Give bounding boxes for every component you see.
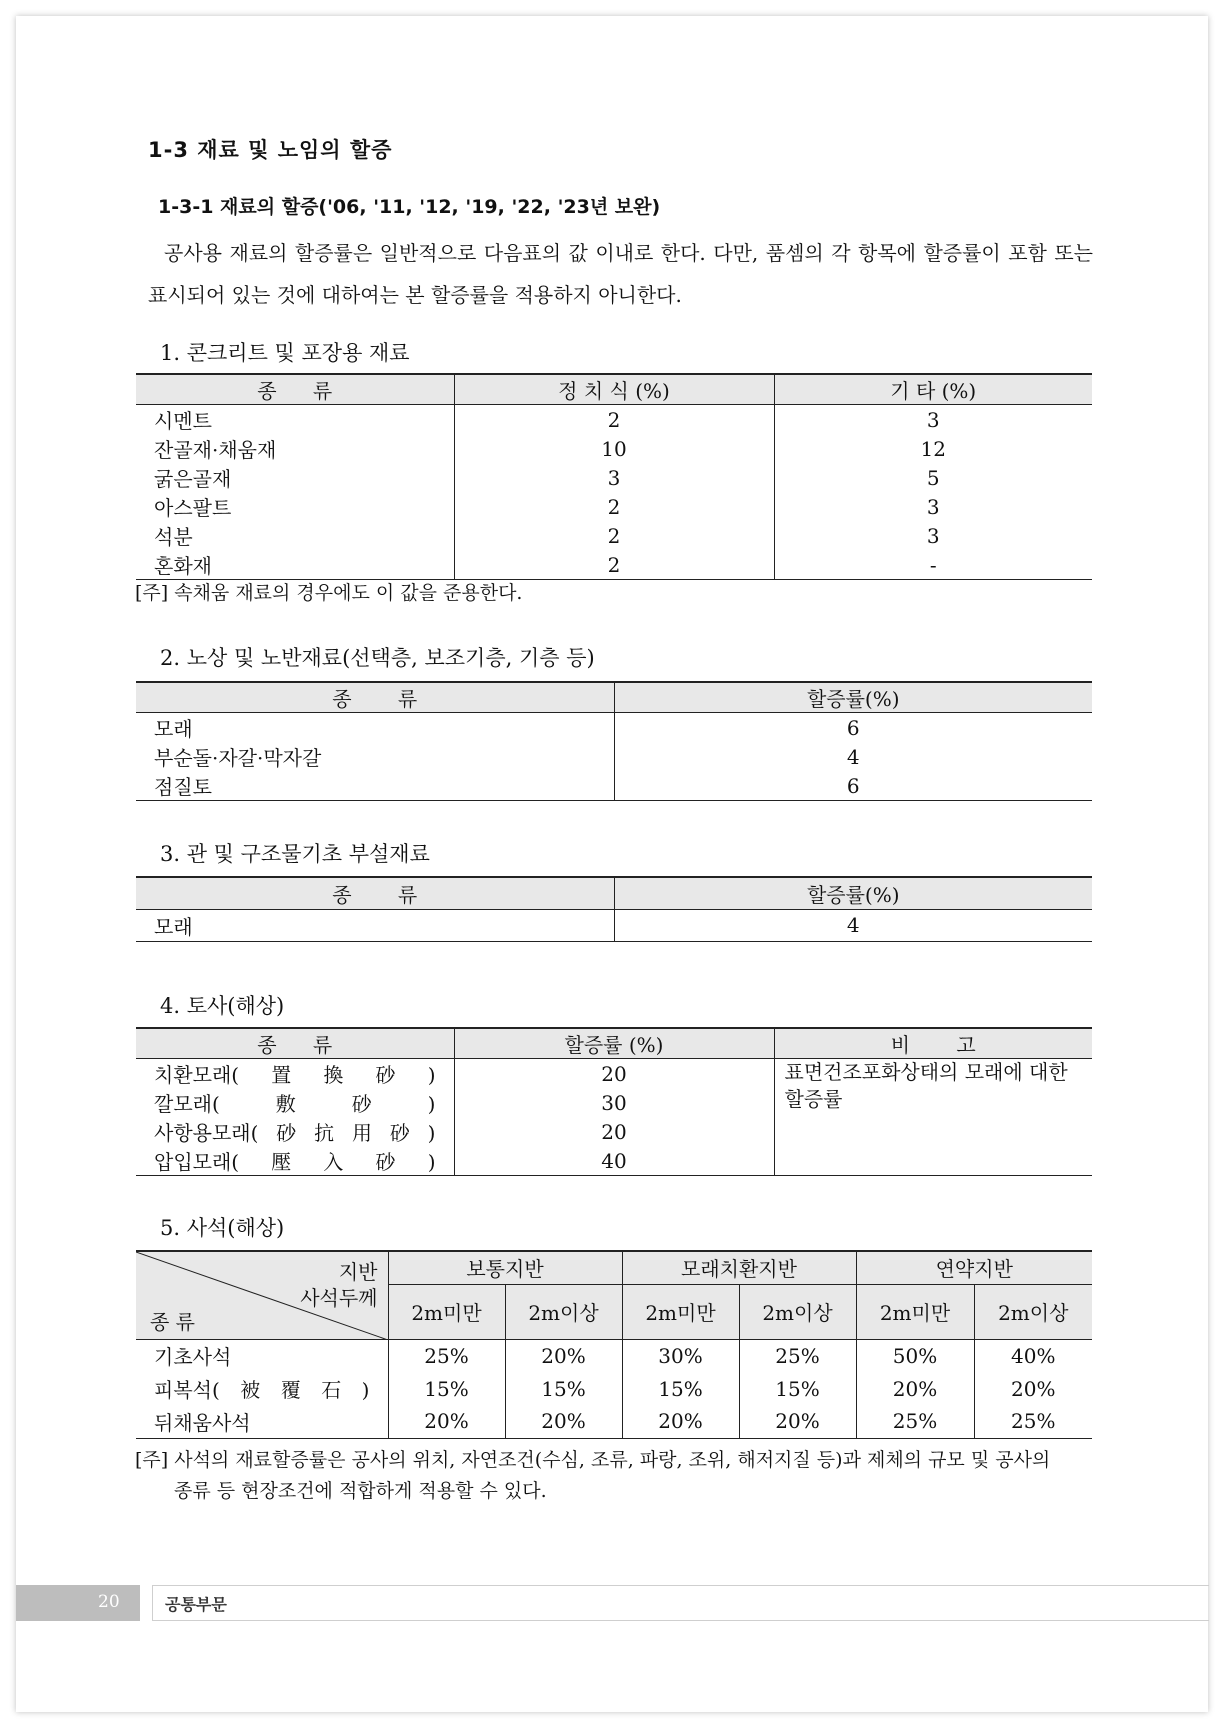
- header-kind: 종 류: [136, 374, 454, 405]
- row-label: 사항용모래(砂抗用砂): [136, 1117, 454, 1146]
- cell-value: 25%: [1011, 1409, 1056, 1434]
- header-rate: 할증률(%): [614, 877, 1092, 909]
- cell-value: 6: [846, 715, 860, 740]
- cell-value: 25%: [856, 1405, 974, 1438]
- cell-value: 15%: [388, 1372, 505, 1405]
- cell-value: 20%: [1011, 1376, 1056, 1401]
- cell-value: 2: [454, 521, 774, 550]
- section-heading: 1-3 재료 및 노임의 할증: [148, 138, 393, 162]
- cell-value: 20%: [505, 1405, 622, 1438]
- row-label: 석분: [136, 521, 454, 550]
- row-label: 깔모래(敷砂): [136, 1088, 454, 1117]
- row-label: 뒤채움사석: [136, 1405, 388, 1438]
- sub-header: 2m이상: [739, 1284, 856, 1339]
- cell-value: 30%: [622, 1339, 739, 1372]
- cell-value: 2: [454, 550, 774, 580]
- cell-value: 25%: [739, 1339, 856, 1372]
- cell-value: 50%: [856, 1339, 974, 1372]
- cell-value: -: [929, 552, 937, 577]
- cell-value: 4: [846, 913, 860, 937]
- sub-header: 2m이상: [505, 1284, 622, 1339]
- corner-ground-label: 지반: [338, 1260, 378, 1284]
- row-label: 기초사석: [136, 1339, 388, 1372]
- corner-kind-label: 종 류: [150, 1309, 195, 1334]
- header-kind: 종 류: [136, 1028, 454, 1059]
- row-label: 부순돌·자갈·막자갈: [136, 742, 614, 771]
- cell-value: 30: [454, 1088, 774, 1117]
- cell-value: 12: [920, 436, 946, 461]
- cell-value: 20: [454, 1117, 774, 1146]
- cell-value: 2: [454, 405, 774, 435]
- table3-title: 3. 관 및 구조물기초 부설재료: [160, 842, 430, 866]
- row-label: 모래: [136, 909, 614, 941]
- table5-note-line1: [주] 사석의 재료할증률은 공사의 위치, 자연조건(수심, 조류, 파랑, 조위, 해저지질 등)과 제체의 규모 및 공사의: [135, 1449, 1051, 1471]
- cell-value: 15%: [505, 1372, 622, 1405]
- header-kind: 종 류: [136, 877, 614, 909]
- row-label: 치환모래(置換砂): [136, 1059, 454, 1089]
- table4-title: 4. 토사(해상): [160, 994, 285, 1018]
- remark-cell: 표면건조포화상태의 모래에 대한 할증률: [784, 1060, 1068, 1111]
- cell-value: 20%: [388, 1405, 505, 1438]
- table1-title: 1. 콘크리트 및 포장용 재료: [160, 341, 410, 365]
- table2-title: 2. 노상 및 노반재료(선택층, 보조기층, 기층 등): [160, 646, 595, 670]
- intro-paragraph: 공사용 재료의 할증률은 일반적으로 다음표의 값 이내로 한다. 다만, 품셈의 각 항목에 할증률이 포함 또는 표시되어 있는 것에 대하여는 본 할증률을 적용하지 아니한다.: [148, 241, 1093, 307]
- page-number: 20: [98, 1592, 120, 1612]
- cell-value: 5: [926, 465, 940, 490]
- cell-value: 40: [454, 1146, 774, 1176]
- header-rate: 할증률(%): [614, 682, 1092, 713]
- row-label: 굵은골재: [136, 463, 454, 492]
- footer-bar: [152, 1585, 1209, 1621]
- corner-thickness-label: 사석두께: [300, 1286, 378, 1310]
- table-pipe-foundation-materials: [136, 876, 1092, 942]
- table5-note-line2: 종류 등 현장조건에 적합하게 적용할 수 있다.: [174, 1480, 547, 1502]
- cell-value: 3: [926, 523, 940, 548]
- cell-value: 20%: [856, 1372, 974, 1405]
- row-label: 혼화재: [136, 550, 454, 580]
- cell-value: 20%: [739, 1405, 856, 1438]
- row-label: 시멘트: [136, 405, 454, 435]
- cell-value: 15%: [622, 1372, 739, 1405]
- header-other: 기 타 (%): [774, 374, 1092, 405]
- group-normal-ground: 보통지반: [388, 1251, 622, 1284]
- cell-value: 20: [454, 1059, 774, 1089]
- footer-page-block: [16, 1585, 140, 1621]
- table-marine-rubble: [136, 1250, 1092, 1439]
- sub-header: 2m미만: [622, 1284, 739, 1339]
- table1-note: [주] 속채움 재료의 경우에도 이 값을 준용한다.: [135, 582, 523, 604]
- cell-value: 20%: [622, 1405, 739, 1438]
- cell-value: 10: [454, 434, 774, 463]
- cell-value: 6: [846, 773, 860, 798]
- row-label: 압입모래(壓入砂): [136, 1146, 454, 1176]
- row-label: 점질토: [136, 771, 614, 801]
- row-label: 피복석(被覆石): [136, 1372, 388, 1405]
- footer-section-label: 공통부문: [165, 1595, 227, 1614]
- cell-value: 3: [926, 494, 940, 519]
- table-marine-soil: [136, 1027, 1092, 1176]
- row-label: 아스팔트: [136, 492, 454, 521]
- sub-header: 2m미만: [856, 1284, 974, 1339]
- row-label: 모래: [136, 713, 614, 743]
- sub-header: 2m미만: [388, 1284, 505, 1339]
- sub-header: 2m이상: [974, 1284, 1092, 1339]
- table-subgrade-materials: [136, 681, 1092, 801]
- table5-title: 5. 사석(해상): [160, 1216, 285, 1240]
- subsection-heading: 1-3-1 재료의 할증('06, '11, '12, '19, '22, '23년 보완): [158, 196, 661, 218]
- group-sand-replacement-ground: 모래치환지반: [622, 1251, 856, 1284]
- cell-value: 3: [926, 407, 940, 432]
- header-kind: 종 류: [136, 682, 614, 713]
- cell-value: 25%: [388, 1339, 505, 1372]
- cell-value: 15%: [739, 1372, 856, 1405]
- table-concrete-materials: [136, 373, 1092, 580]
- cell-value: 4: [846, 744, 860, 769]
- row-label: 잔골재·채움재: [136, 434, 454, 463]
- header-fixed: 정 치 식 (%): [454, 374, 774, 405]
- corner-header: [136, 1251, 388, 1339]
- group-soft-ground: 연약지반: [856, 1251, 1092, 1284]
- cell-value: 20%: [505, 1339, 622, 1372]
- cell-value: 3: [454, 463, 774, 492]
- cell-value: 40%: [1011, 1343, 1056, 1368]
- header-rate: 할증률 (%): [454, 1028, 774, 1059]
- cell-value: 2: [454, 492, 774, 521]
- header-remark: 비 고: [774, 1028, 1092, 1059]
